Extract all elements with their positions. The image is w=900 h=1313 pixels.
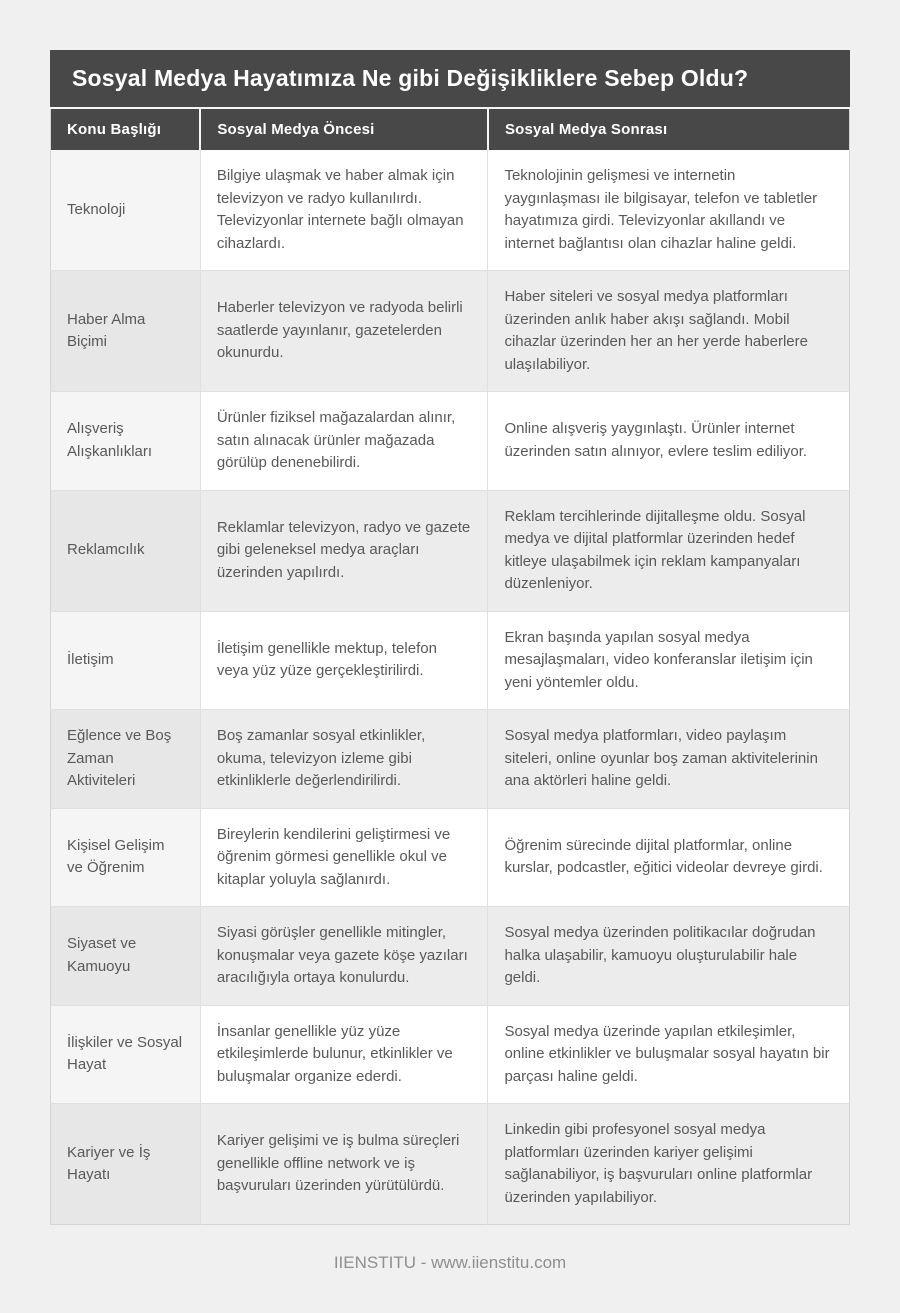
row-before: Reklamlar televizyon, radyo ve gazete gibi geleneksel medya araçları üzerinden yapılırdı. [200,490,488,611]
table-row-haber-alma [51,271,850,392]
row-topic: Haber Alma Biçimi [51,271,201,392]
row-after: Sosyal medya üzerinde yapılan etkileşimler, online etkinlikler ve buluşmalar sosyal hayatın bir parçası haline geldi. [488,1005,850,1104]
table-header [51,109,850,150]
table-row-iletisim [51,611,850,710]
comparison-table [50,109,850,1225]
row-topic: Eğlence ve Boş Zaman Aktiviteleri [51,710,201,809]
row-before: Siyasi görüşler genellikle mitingler, konuşmalar veya gazete köşe yazıları aracılığıyla ortaya konulurdu. [200,907,488,1006]
row-topic: İlişkiler ve Sosyal Hayat [51,1005,201,1104]
table-row-siyaset [51,907,850,1006]
row-after: Linkedin gibi profesyonel sosyal medya platformları üzerinden kariyer gelişimi sağlanabiliyor, iş başvuruları online platformlar üzerinden yapılabiliyor. [488,1104,850,1225]
row-before: İnsanlar genellikle yüz yüze etkileşimlerde bulunur, etkinlikler ve buluşmalar organize ederdi. [200,1005,488,1104]
row-after: Öğrenim sürecinde dijital platformlar, online kurslar, podcastler, eğitici videolar devreye girdi. [488,808,850,907]
row-before: Bireylerin kendilerini geliştirmesi ve öğrenim görmesi genellikle okul ve kitaplar yoluyla sağlanırdı. [200,808,488,907]
column-header-topic: Konu Başlığı [51,109,201,150]
table-row-teknoloji [51,150,850,271]
page-title: Sosyal Medya Hayatımıza Ne gibi Değişikliklere Sebep Oldu? [50,50,850,109]
row-after: Ekran başında yapılan sosyal medya mesajlaşmaları, video konferanslar iletişim için yeni yöntemler oldu. [488,611,850,710]
row-before: Haberler televizyon ve radyoda belirli saatlerde yayınlanır, gazetelerden okunurdu. [200,271,488,392]
table-body [51,150,850,1225]
row-after: Teknolojinin gelişmesi ve internetin yaygınlaşması ile bilgisayar, telefon ve tabletler hayatımıza girdi. Televizyonlar akıllandı ve internet bağlantısı olan cihazlar haline geldi. [488,150,850,271]
row-before: Bilgiye ulaşmak ve haber almak için televizyon ve radyo kullanılırdı. Televizyonlar internete bağlı olmayan cihazlardı. [200,150,488,271]
column-header-after: Sosyal Medya Sonrası [488,109,850,150]
row-after: Sosyal medya platformları, video paylaşım siteleri, online oyunlar boş zaman aktivitelerinin ana aktörleri haline geldi. [488,710,850,809]
table-row-kariyer [51,1104,850,1225]
row-topic: Kişisel Gelişim ve Öğrenim [51,808,201,907]
row-before: Ürünler fiziksel mağazalardan alınır, satın alınacak ürünler mağazada görülüp denenebilirdi. [200,392,488,491]
row-before: Kariyer gelişimi ve iş bulma süreçleri genellikle offline network ve iş başvuruları üzerinden yürütülürdü. [200,1104,488,1225]
table-row-alisveris [51,392,850,491]
row-after: Reklam tercihlerinde dijitalleşme oldu. Sosyal medya ve dijital platformlar üzerinden hedef kitleye ulaşabilmek için reklam kampanyaları düzenleniyor. [488,490,850,611]
comparison-card [50,50,850,1225]
row-after: Haber siteleri ve sosyal medya platformları üzerinden anlık haber akışı sağlandı. Mobil cihazlar üzerinden her an her yerde haberlere ulaşılabiliyor. [488,271,850,392]
table-row-eglence [51,710,850,809]
row-before: İletişim genellikle mektup, telefon veya yüz yüze gerçekleştirilirdi. [200,611,488,710]
row-before: Boş zamanlar sosyal etkinlikler, okuma, televizyon izleme gibi etkinliklerle değerlendirilirdi. [200,710,488,809]
row-topic: İletişim [51,611,201,710]
column-header-before: Sosyal Medya Öncesi [200,109,488,150]
table-row-reklamcilik [51,490,850,611]
row-topic: Teknoloji [51,150,201,271]
row-topic: Reklamcılık [51,490,201,611]
footer-credit: IIENSTITU - www.iienstitu.com [333,1253,567,1272]
row-topic: Alışveriş Alışkanlıkları [51,392,201,491]
table-row-kisisel-gelisim [51,808,850,907]
table-row-iliskiler [51,1005,850,1104]
row-topic: Kariyer ve İş Hayatı [51,1104,201,1225]
row-after: Online alışveriş yaygınlaştı. Ürünler internet üzerinden satın alınıyor, evlere teslim ediliyor. [488,392,850,491]
row-after: Sosyal medya üzerinden politikacılar doğrudan halka ulaşabilir, kamuoyu oluşturulabilir hale geldi. [488,907,850,1006]
row-topic: Siyaset ve Kamuoyu [51,907,201,1006]
